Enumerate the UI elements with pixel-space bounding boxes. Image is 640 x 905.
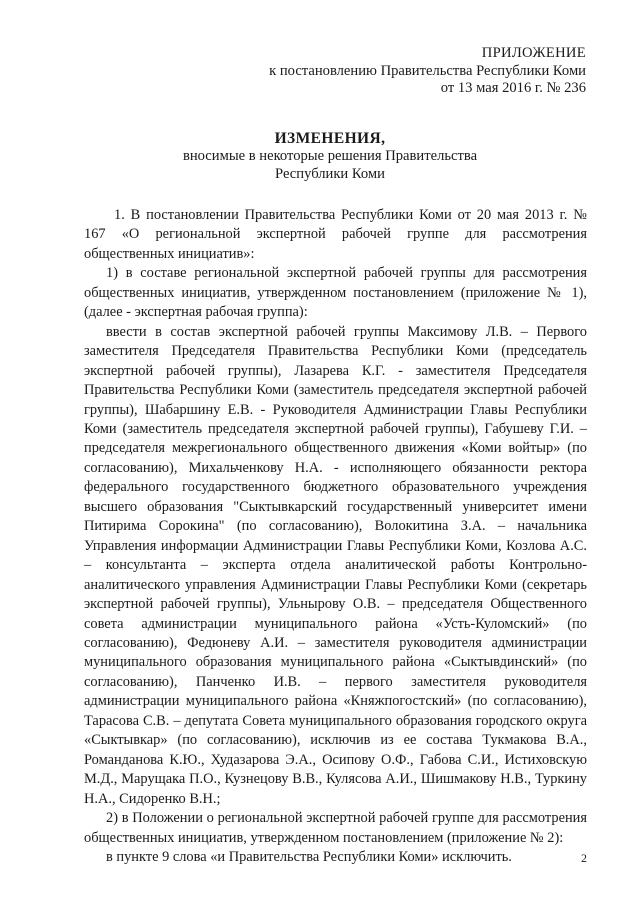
- appendix-title: ПРИЛОЖЕНИЕ: [481, 45, 586, 61]
- paragraph-5: в пункте 9 слова «и Правительства Республики Коми» исключить.: [106, 848, 512, 865]
- paragraph-2: 1) в составе региональной экспертной рабочей группы для рассмотрения общественных инициатив, утвержденном постановлением (приложение № 1), (далее - экспертная рабочая группа):: [84, 265, 587, 321]
- document-subtitle-line-2: Республики Коми: [275, 165, 385, 182]
- document-subtitle-line-1: вносимые в некоторые решения Правительства: [182, 148, 478, 164]
- paragraph-3: ввести в состав экспертной рабочей группы Максимову Л.В. – Первого заместителя Председателя Правительства Республики Коми (председатель экспертной рабочей группы), Лазарева К.Г. - заместителя Председателя Правительства Республики Коми (заместитель председателя экспертной рабочей группы), Шабаршину Е.В. - Руководителя Администрации Главы Республики Коми (заместитель председателя экспертной рабочей группы), Габушеву Г.И. – председателя межрегионального общественного движения «Коми войтыр» (по согласованию), Михальченкову Н.А. - исполняющего обязанности ректора федерального государственного бюджетного образовательного учреждения высшего образования "Сыктывкарский государственный университет имени Питирима Сорокина" (по согласованию), Волокитина З.А. – начальника Управления информации Администрации Главы Республики Коми, Козлова А.С. – консультанта – эксперта отдела аналитической работы Контрольно-аналитического управления Администрации Главы Республики Коми (секретарь экспертной рабочей группы), Ульнырову О.В. – председателя Общественного совета администрации муниципального района «Усть-Куломский» (по согласованию), Федюневу А.И. – заместителя руководителя администрации муниципального образования муниципального района «Сыктывдинский» (по согласованию), Панченко И.В. – первого заместителя руководителя администрации муниципального района «Княжпогостский» (по согласованию), Тарасова С.В. – депутата Совета муниципального образования городского округа «Сыктывкар» (по согласованию), исключив из ее состава Тукмакова В.А., Романданова К.Ю., Худазарова Э.А., Осипову О.Ф., Габова С.И., Истиховскую М.Д., Марущака П.О., Кузнецову В.В., Кулясова А.И., Шишмакову Н.В., Туркину Н.А., Сидоренко В.Н.;: [84, 323, 587, 807]
- appendix-line-2: от 13 мая 2016 г. № 236: [440, 80, 586, 96]
- page-number: 2: [581, 851, 587, 865]
- document-heading: [0, 129, 640, 183]
- paragraph-4: 2) в Положении о региональной экспертной рабочей группе для рассмотрения общественных инициатив, утвержденном постановлением (приложение № 2):: [84, 810, 587, 846]
- appendix-line-1: к постановлению Правительства Республики Коми: [269, 62, 586, 79]
- document-body: [84, 206, 587, 867]
- paragraph-1: 1. В постановлении Правительства Республики Коми от 20 мая 2013 г. № 167 «О региональной экспертной рабочей группе для рассмотрения общественных инициатив»:: [84, 207, 587, 262]
- appendix-header: [269, 45, 586, 98]
- document-title: ИЗМЕНЕНИЯ,: [274, 130, 386, 147]
